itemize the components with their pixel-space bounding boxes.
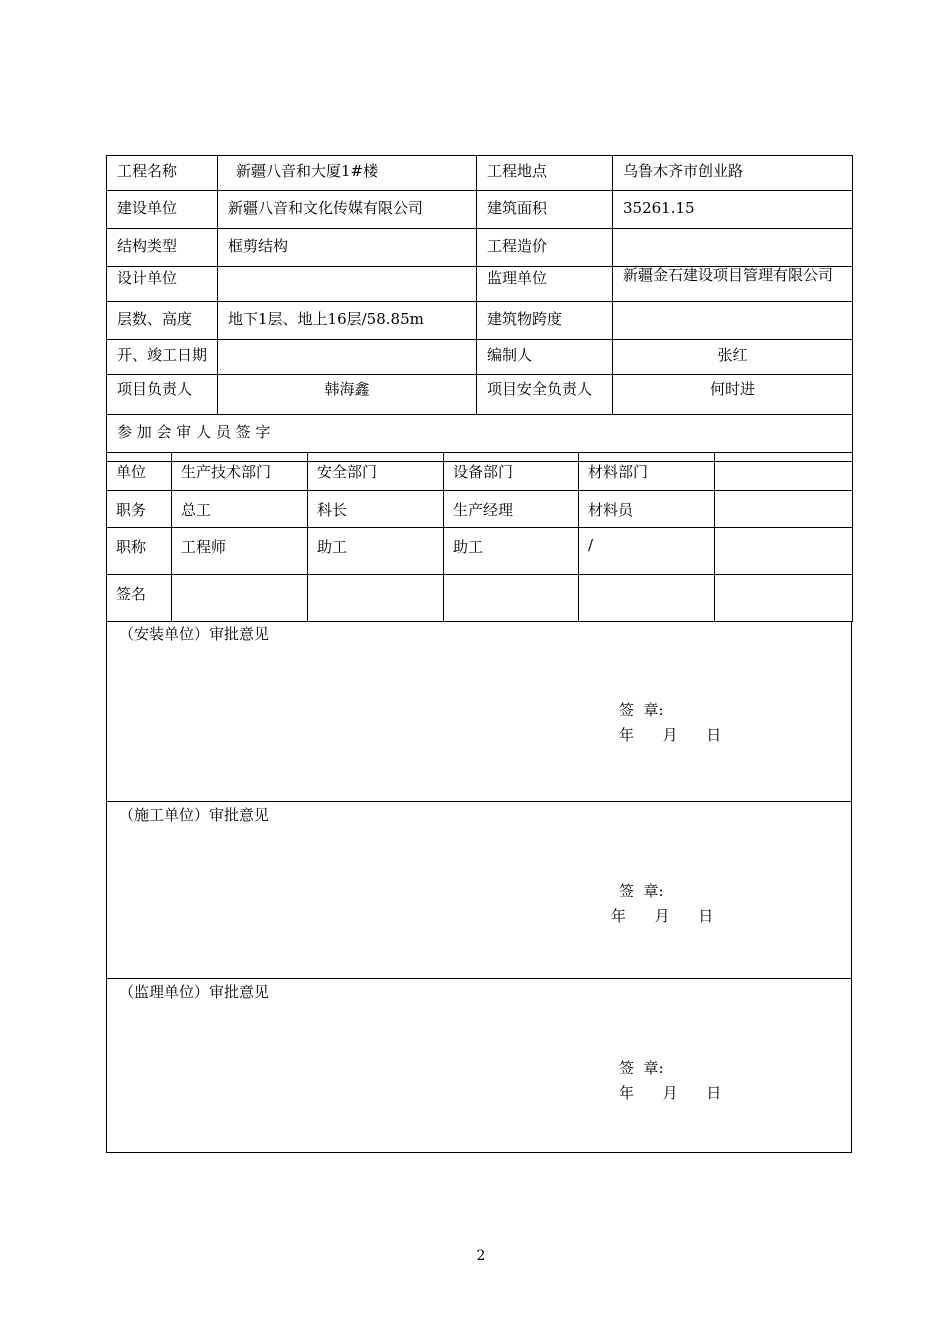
opinion-date: 年 月 日: [619, 1084, 722, 1102]
table-row: [107, 453, 853, 491]
value-designer: [218, 267, 477, 302]
page-number: 2: [476, 1248, 486, 1264]
opinion-seal: 签 章:: [619, 882, 664, 900]
value-project-name: 新疆八音和大厦1#楼: [218, 156, 477, 191]
value-floors-height: 地下1层、地上16层/58.85m: [218, 302, 477, 340]
table-row: [107, 191, 853, 229]
label-project-location: 工程地点: [477, 156, 613, 191]
sign-cell: 签名: [107, 575, 172, 622]
label-project-leader: 项目负责人: [107, 375, 218, 415]
label-area: 建筑面积: [477, 191, 613, 229]
table-row: [107, 267, 853, 302]
table-row: [107, 302, 853, 340]
sign-cell: 生产经理: [444, 491, 579, 528]
sign-cell: [715, 491, 853, 528]
label-owner: 建设单位: [107, 191, 218, 229]
table-row: [107, 528, 853, 575]
signature-field[interactable]: [444, 575, 579, 622]
sign-cell: [715, 528, 853, 575]
participants-header: 参 加 会 审 人 员 签 字: [107, 415, 853, 462]
signature-field[interactable]: [172, 575, 308, 622]
label-compiler: 编制人: [477, 340, 613, 375]
label-designer: 设计单位: [107, 267, 218, 302]
sign-cell: 总工: [172, 491, 308, 528]
opinion-title: （监理单位）审批意见: [119, 983, 270, 1001]
signature-field[interactable]: [308, 575, 444, 622]
sign-cell: 职务: [107, 491, 172, 528]
value-dates: [218, 340, 477, 375]
sign-cell: 材料部门: [579, 453, 715, 491]
value-safety-leader: 何时进: [613, 375, 853, 415]
value-compiler: 张红: [613, 340, 853, 375]
sign-cell: 助工: [308, 528, 444, 575]
table-row: [107, 375, 853, 415]
project-info-table: [106, 155, 853, 462]
opinion-construction: [106, 802, 852, 979]
value-structure: 框剪结构: [218, 229, 477, 267]
opinion-seal: 签 章:: [619, 701, 664, 719]
label-safety-leader: 项目安全负责人: [477, 375, 613, 415]
sign-cell: 单位: [107, 453, 172, 491]
label-dates: 开、竣工日期: [107, 340, 218, 375]
label-cost: 工程造价: [477, 229, 613, 267]
opinion-title: （施工单位）审批意见: [119, 806, 270, 824]
table-row: [107, 156, 853, 191]
value-cost: [613, 229, 853, 267]
opinion-installation: [106, 621, 852, 802]
opinion-date: 年 月 日: [619, 726, 722, 744]
value-area: 35261.15: [613, 191, 853, 229]
table-row: [107, 229, 853, 267]
signature-field[interactable]: [579, 575, 715, 622]
opinion-seal: 签 章:: [619, 1059, 664, 1077]
value-project-location: 乌鲁木齐市创业路: [613, 156, 853, 191]
value-supervisor: 新疆金石建设项目管理有限公司: [613, 267, 853, 302]
sign-cell: 材料员: [579, 491, 715, 528]
sign-cell: 安全部门: [308, 453, 444, 491]
table-row: [107, 340, 853, 375]
table-row: [107, 575, 853, 622]
signature-field[interactable]: [715, 575, 853, 622]
sign-cell: 职称: [107, 528, 172, 575]
opinion-supervision: [106, 979, 852, 1153]
table-row: [107, 491, 853, 528]
opinion-date: 年 月 日: [611, 907, 714, 925]
label-project-name: 工程名称: [107, 156, 218, 191]
sign-cell: 生产技术部门: [172, 453, 308, 491]
sign-cell: 设备部门: [444, 453, 579, 491]
label-floors-height: 层数、高度: [107, 302, 218, 340]
opinion-title: （安装单位）审批意见: [119, 625, 270, 643]
sign-cell: /: [579, 528, 715, 575]
value-project-leader: 韩海鑫: [218, 375, 477, 415]
value-span: [613, 302, 853, 340]
label-structure: 结构类型: [107, 229, 218, 267]
sign-cell: [715, 453, 853, 491]
sign-cell: 助工: [444, 528, 579, 575]
value-owner: 新疆八音和文化传媒有限公司: [218, 191, 477, 229]
label-supervisor: 监理单位: [477, 267, 613, 302]
sign-cell: 科长: [308, 491, 444, 528]
label-span: 建筑物跨度: [477, 302, 613, 340]
signature-table: [106, 452, 853, 622]
sign-cell: 工程师: [172, 528, 308, 575]
